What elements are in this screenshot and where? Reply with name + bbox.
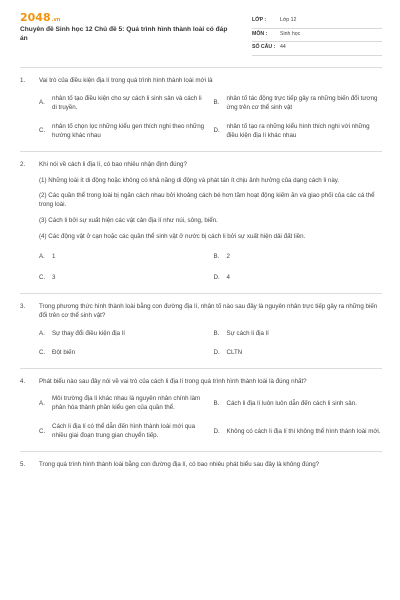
question-stem bbox=[20, 378, 382, 387]
answer-option-a[interactable] bbox=[39, 95, 208, 113]
option-text: 2 bbox=[226, 252, 230, 260]
question-text: Trong quá trình hình thành loài bằng con đường địa lí, có bao nhiêu phát biểu sau đây là không đúng? bbox=[39, 461, 320, 469]
option-label: A. bbox=[39, 399, 45, 407]
option-text: 4 bbox=[226, 273, 230, 281]
option-label: B. bbox=[213, 329, 220, 337]
question-number: 5. bbox=[20, 461, 26, 469]
answer-option-c[interactable] bbox=[39, 348, 208, 358]
answer-option-d[interactable] bbox=[214, 423, 383, 441]
option-text: Cách li địa lí có thể dẫn đến hình thành loài mới qua nhiều giai đoạn trung gian chuyển tiếp. bbox=[52, 423, 196, 440]
option-label: B. bbox=[213, 399, 220, 407]
question-list bbox=[20, 68, 382, 481]
statement: (3) Cách li bởi sự xuất hiện các vật cản địa lí như núi, sông, biển. bbox=[39, 217, 218, 225]
meta-value: Sinh học bbox=[280, 30, 301, 37]
question-number: 1. bbox=[20, 76, 26, 84]
option-text: nhân tố tạo ra những kiểu hình thích nghi với những điều kiện địa lí khác nhau bbox=[226, 122, 370, 139]
question-3 bbox=[20, 294, 382, 369]
option-text: 3 bbox=[52, 273, 56, 281]
answer-options bbox=[39, 329, 382, 358]
page-header bbox=[20, 12, 382, 56]
answer-options bbox=[39, 395, 382, 441]
answer-option-a[interactable] bbox=[39, 395, 208, 413]
statement: (2) Các quần thể trong loài bị ngăn cách nhau bởi khoảng cách bé hơn tầm hoạt động kiếm ăn và giao phối của các cá thể trong loài. bbox=[39, 192, 375, 209]
meta-panel bbox=[252, 15, 382, 56]
statement-list bbox=[39, 177, 382, 243]
answer-option-d[interactable] bbox=[214, 123, 383, 141]
answer-option-b[interactable] bbox=[214, 395, 383, 413]
option-label: D. bbox=[213, 427, 220, 435]
answer-option-a[interactable] bbox=[39, 329, 208, 339]
answer-options bbox=[39, 95, 382, 141]
option-text: Không có cách li địa lí thì không thể hình thành loài mới. bbox=[226, 427, 381, 435]
meta-value: Lớp 12 bbox=[280, 17, 297, 23]
question-text: Trong phương thức hình thành loài bằng con đường địa lí, nhân tố nào sau đây là nguyên nhân trực tiếp gây ra những biến đổi trên cơ thể sinh vật? bbox=[39, 303, 378, 320]
question-stem bbox=[20, 161, 382, 170]
document-title: Chuyên đề Sinh học 12 Chủ đề 5: Quá trình hình thành loài có đáp án bbox=[20, 26, 228, 42]
question-number: 3. bbox=[20, 303, 26, 311]
answer-option-b[interactable] bbox=[214, 95, 383, 113]
question-body bbox=[39, 177, 382, 284]
option-label: A. bbox=[39, 329, 45, 337]
option-text: Sự thay đổi điều kiện địa lí bbox=[52, 329, 125, 337]
meta-row-count bbox=[252, 42, 382, 56]
option-label: A. bbox=[39, 252, 45, 260]
logo-suffix: .vn bbox=[51, 17, 61, 23]
option-label: B. bbox=[213, 99, 220, 107]
question-2 bbox=[20, 152, 382, 295]
answer-option-b[interactable] bbox=[214, 329, 383, 339]
question-stem bbox=[20, 303, 382, 321]
option-text: nhân tố tác động trực tiếp gây ra những biến đổi tương ứng trên cơ thể sinh vật bbox=[226, 94, 378, 111]
question-text: Khi nói về cách li địa lí, có bao nhiêu nhận định đúng? bbox=[39, 160, 187, 168]
option-text: nhân tố tạo điều kiện cho sự cách li sinh sản và cách li di truyền. bbox=[52, 94, 202, 111]
header-left bbox=[20, 12, 235, 56]
option-text: nhân tố chọn lọc những kiểu gen thích nghi theo những hướng khác nhau bbox=[52, 122, 205, 139]
option-label: D. bbox=[213, 273, 220, 281]
option-label: C. bbox=[39, 273, 46, 281]
option-label: C. bbox=[39, 127, 46, 135]
option-text: CLTN bbox=[226, 348, 243, 356]
meta-value: 44 bbox=[280, 44, 286, 51]
option-text: Môi trường địa lí khác nhau là nguyên nhân chính làm phân hóa thành phần kiểu gen của quần thể. bbox=[52, 395, 201, 412]
option-text: Sự cách li địa lí bbox=[226, 329, 269, 337]
statement: (1) Những loài ít di động hoặc không có khả năng di động và phát tán ít chịu ảnh hưởng của dạng cách li này. bbox=[39, 176, 340, 184]
answer-option-c[interactable] bbox=[39, 423, 208, 441]
answer-option-c[interactable] bbox=[39, 123, 208, 141]
meta-key: SỐ CÂU : bbox=[252, 44, 276, 51]
option-label: C. bbox=[39, 348, 46, 356]
question-stem bbox=[20, 461, 382, 470]
option-label: D. bbox=[213, 348, 220, 356]
meta-row-subject bbox=[252, 29, 382, 43]
question-text: Vai trò của điều kiện địa lí trong quá trình hình thành loài mới là bbox=[39, 76, 213, 84]
question-body bbox=[39, 329, 382, 358]
answer-options bbox=[39, 252, 382, 283]
question-text: Phát biểu nào sau đây nói về vai trò của cách li địa lí trong quá trình hình thành loài là đúng nhất? bbox=[39, 378, 307, 386]
answer-option-c[interactable] bbox=[39, 273, 208, 283]
option-label: C. bbox=[39, 427, 46, 435]
answer-option-b[interactable] bbox=[214, 252, 383, 262]
answer-option-d[interactable] bbox=[214, 348, 383, 358]
question-stem bbox=[20, 77, 382, 86]
option-label: A. bbox=[39, 99, 45, 107]
option-text: 1 bbox=[52, 252, 56, 260]
option-text: Đột biến bbox=[52, 348, 76, 356]
question-5 bbox=[20, 452, 382, 480]
meta-key: LỚP : bbox=[252, 17, 267, 23]
statement: (4) Các động vật ở cạn hoặc các quần thể sinh vật ở nước bị cách li bởi sự xuất hiện dải đất liền. bbox=[39, 233, 306, 241]
answer-option-d[interactable] bbox=[214, 273, 383, 283]
answer-option-a[interactable] bbox=[39, 252, 208, 262]
question-number: 4. bbox=[20, 378, 26, 386]
meta-key: MÔN : bbox=[252, 30, 268, 37]
question-number: 2. bbox=[20, 160, 26, 168]
question-body bbox=[39, 395, 382, 441]
option-text: Cách li địa lí luôn luôn dẫn đến cách li sinh sản. bbox=[226, 399, 357, 407]
option-label: B. bbox=[213, 252, 220, 260]
meta-row-class bbox=[252, 15, 382, 29]
site-logo[interactable] bbox=[20, 12, 235, 23]
question-1 bbox=[20, 68, 382, 152]
logo-text: 2048 bbox=[20, 11, 51, 24]
question-4 bbox=[20, 369, 382, 452]
option-label: D. bbox=[213, 127, 220, 135]
question-body bbox=[39, 95, 382, 141]
